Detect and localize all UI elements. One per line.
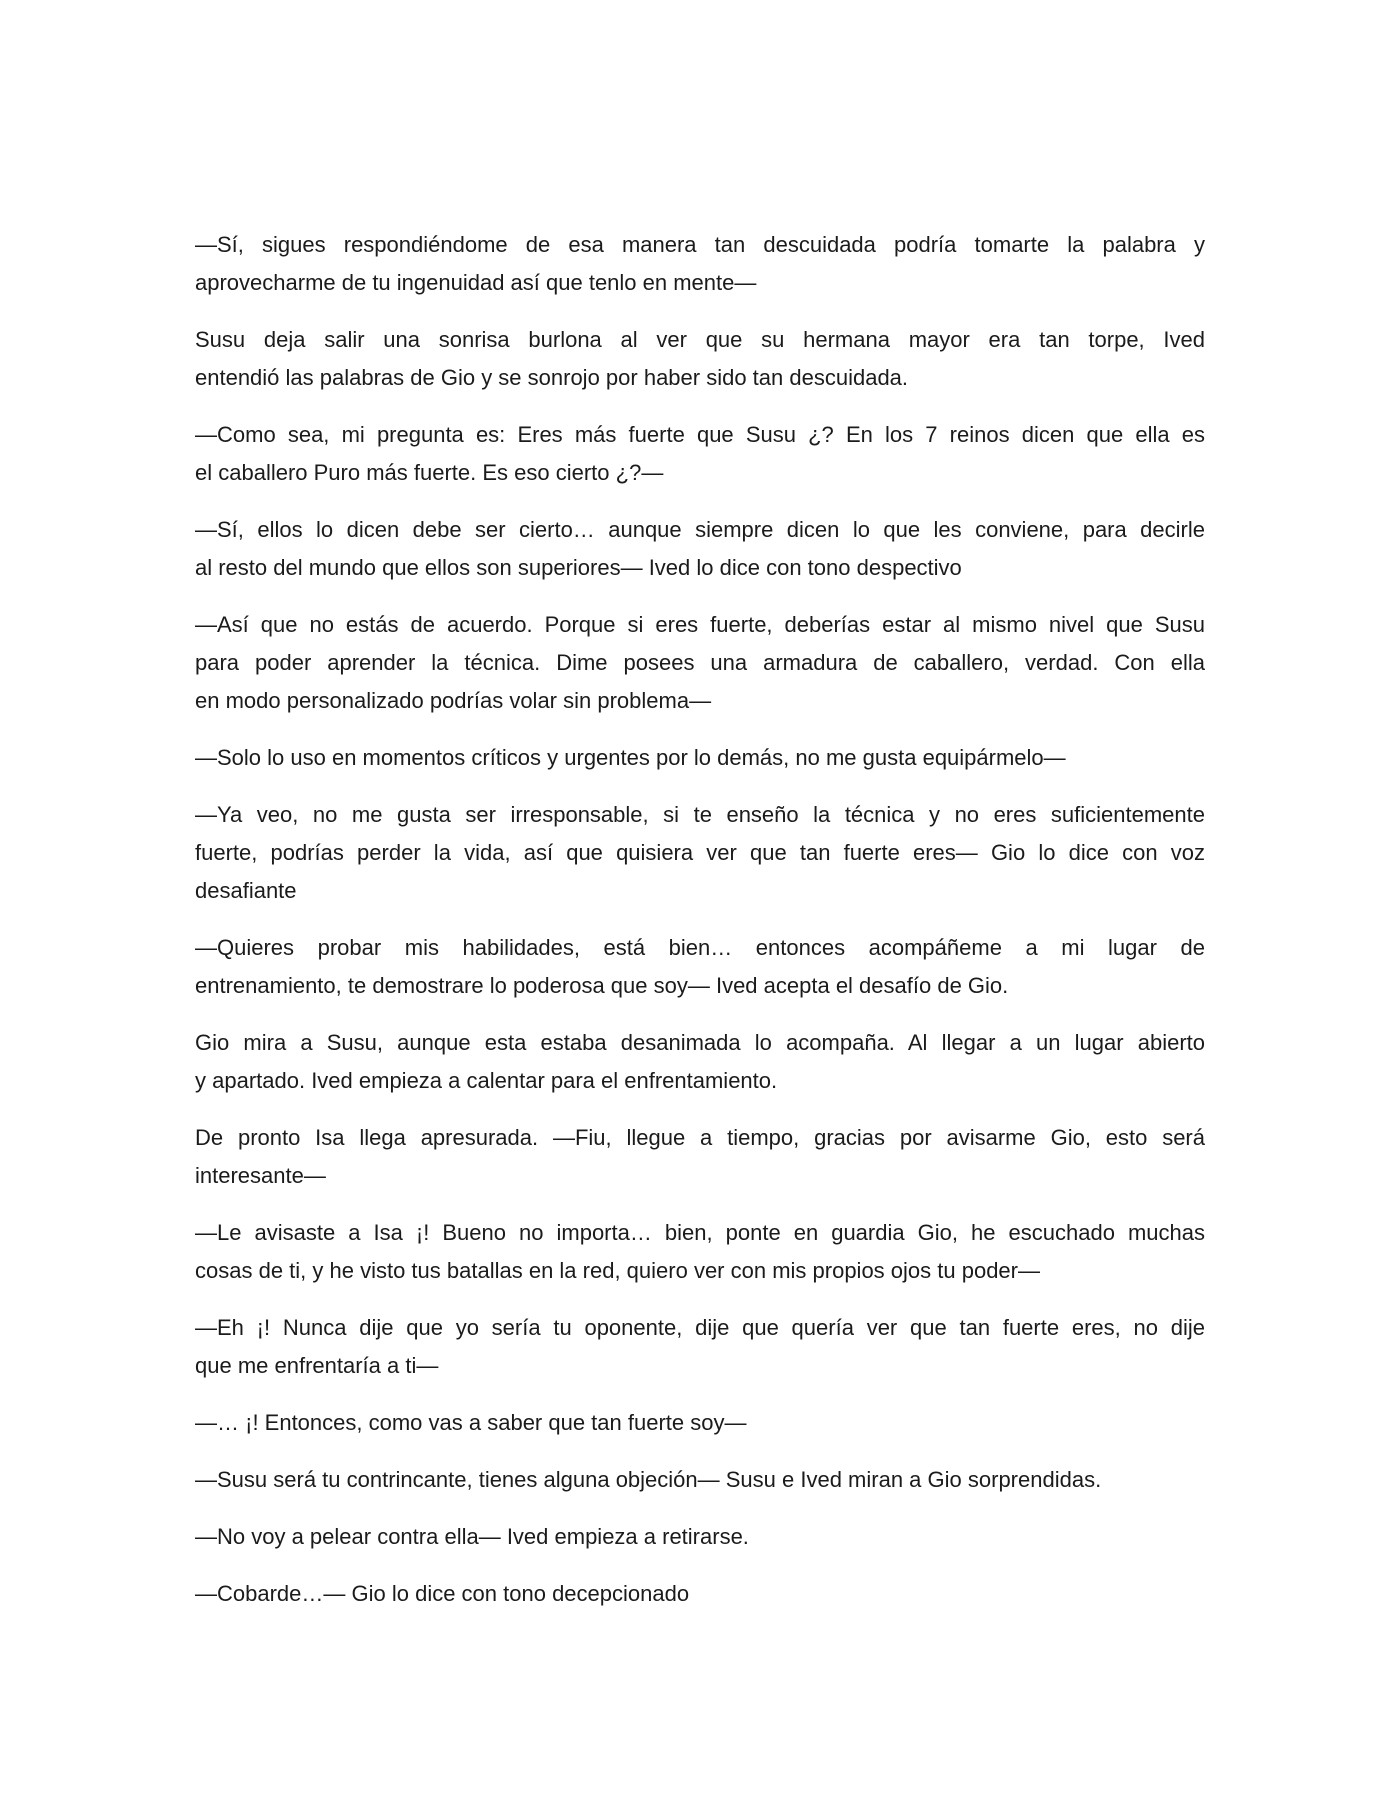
paragraph (195, 796, 1205, 910)
paragraph (195, 1024, 1205, 1100)
paragraph (195, 1404, 1205, 1442)
paragraph (195, 511, 1205, 587)
paragraph (195, 1214, 1205, 1290)
paragraph (195, 1575, 1205, 1613)
text-line: —… ¡! Entonces, como vas a saber que tan fuerte soy— (195, 1410, 747, 1435)
text-line: cosas de ti, y he visto tus batallas en la red, quiero ver con mis propios ojos tu poder— (195, 1258, 1040, 1283)
paragraph (195, 1309, 1205, 1385)
text-line: De pronto Isa llega apresurada. —Fiu, llegue a tiempo, gracias por avisarme Gio, esto será (195, 1125, 1205, 1150)
text-line: al resto del mundo que ellos son superiores— Ived lo dice con tono despectivo (195, 555, 962, 580)
text-line: —Ya veo, no me gusta ser irresponsable, si te enseño la técnica y no eres suficientemente (195, 802, 1205, 827)
text-line: el caballero Puro más fuerte. Es eso cierto ¿?— (195, 460, 664, 485)
text-line: —No voy a pelear contra ella— Ived empieza a retirarse. (195, 1524, 749, 1549)
text-line: —Le avisaste a Isa ¡! Bueno no importa… bien, ponte en guardia Gio, he escuchado muchas (195, 1220, 1205, 1245)
text-line: —Solo lo uso en momentos críticos y urgentes por lo demás, no me gusta equipármelo— (195, 745, 1066, 770)
paragraph (195, 606, 1205, 720)
text-line: —Cobarde…— Gio lo dice con tono decepcionado (195, 1581, 690, 1606)
text-line: desafiante (195, 878, 297, 903)
text-line: aprovecharme de tu ingenuidad así que tenlo en mente— (195, 270, 757, 295)
text-line: y apartado. Ived empieza a calentar para el enfrentamiento. (195, 1068, 778, 1093)
body-text (195, 226, 1205, 1632)
paragraph (195, 739, 1205, 777)
text-line: Susu deja salir una sonrisa burlona al ver que su hermana mayor era tan torpe, Ived (195, 327, 1205, 352)
text-line: que me enfrentaría a ti— (195, 1353, 439, 1378)
text-line: —Eh ¡! Nunca dije que yo sería tu oponente, dije que quería ver que tan fuerte eres, no dije (195, 1315, 1205, 1340)
text-line: Gio mira a Susu, aunque esta estaba desanimada lo acompaña. Al llegar a un lugar abierto (195, 1030, 1205, 1055)
paragraph (195, 321, 1205, 397)
text-line: en modo personalizado podrías volar sin problema— (195, 688, 712, 713)
text-line: —Como sea, mi pregunta es: Eres más fuerte que Susu ¿? En los 7 reinos dicen que ella es (195, 422, 1205, 447)
paragraph (195, 1119, 1205, 1195)
text-line: —Sí, sigues respondiéndome de esa manera tan descuidada podría tomarte la palabra y (195, 232, 1205, 257)
text-line: entendió las palabras de Gio y se sonrojo por haber sido tan descuidada. (195, 365, 909, 390)
text-line: fuerte, podrías perder la vida, así que quisiera ver que tan fuerte eres— Gio lo dice con voz (195, 840, 1205, 865)
text-line: para poder aprender la técnica. Dime posees una armadura de caballero, verdad. Con ella (195, 650, 1205, 675)
paragraph (195, 226, 1205, 302)
text-line: —Sí, ellos lo dicen debe ser cierto… aunque siempre dicen lo que les conviene, para decirle (195, 517, 1205, 542)
text-line: interesante— (195, 1163, 326, 1188)
paragraph (195, 1461, 1205, 1499)
text-line: —Susu será tu contrincante, tienes alguna objeción— Susu e Ived miran a Gio sorprendidas. (195, 1467, 1102, 1492)
paragraph (195, 416, 1205, 492)
text-line: entrenamiento, te demostrare lo poderosa que soy— Ived acepta el desafío de Gio. (195, 973, 1009, 998)
text-line: —Quieres probar mis habilidades, está bien… entonces acompáñeme a mi lugar de (195, 935, 1205, 960)
text-line: —Así que no estás de acuerdo. Porque si eres fuerte, deberías estar al mismo nivel que Susu (195, 612, 1205, 637)
paragraph (195, 1518, 1205, 1556)
paragraph (195, 929, 1205, 1005)
